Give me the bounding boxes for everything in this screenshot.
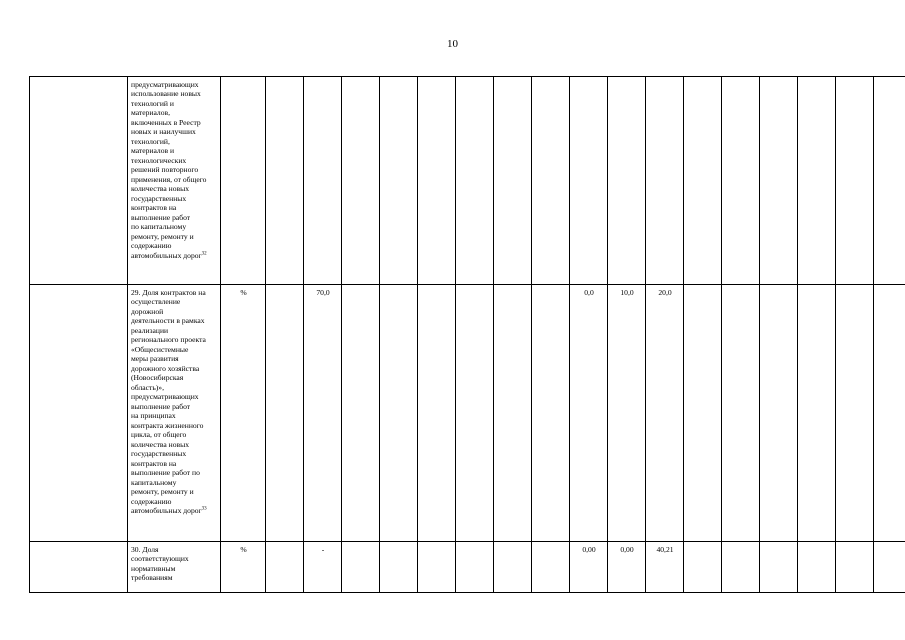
table-cell xyxy=(342,77,380,285)
value-cell: 40,21 xyxy=(646,542,684,593)
table-cell xyxy=(30,542,128,593)
table-cell xyxy=(494,77,532,285)
value-cell xyxy=(608,77,646,285)
base-value-cell: 70,0 xyxy=(304,285,342,542)
table-cell xyxy=(874,77,905,285)
unit-cell: % xyxy=(221,542,266,593)
unit-cell xyxy=(221,77,266,285)
table-cell xyxy=(494,542,532,593)
indicator-cell xyxy=(128,542,221,593)
indicator-text: 29. Доля контрактов на осуществление дорожной деятельности в рамках реализации регионального проекта «Общесистемные меры развития дорожного хозяйства (Новосибирская область)», предусматривающих выполнение работ на принципах контракта жизненного цикла, от общего количества новых государственных контрактов на выполнение работ по капитальному ремонту, ремонту и содержанию автомобильных дорог xyxy=(131,288,206,516)
table-cell xyxy=(266,77,304,285)
table-row xyxy=(30,77,905,285)
table-cell xyxy=(722,542,760,593)
table-cell xyxy=(30,285,128,542)
value-cell: 0,00 xyxy=(608,542,646,593)
table-cell xyxy=(418,77,456,285)
indicators-table xyxy=(29,76,905,593)
table-cell xyxy=(798,77,836,285)
value-cell xyxy=(570,77,608,285)
indicator-cell xyxy=(128,285,221,542)
table-cell xyxy=(684,542,722,593)
table-cell xyxy=(342,285,380,542)
value-cell: 0,00 xyxy=(570,542,608,593)
table-cell xyxy=(874,285,905,542)
table-cell xyxy=(760,542,798,593)
table-cell xyxy=(456,77,494,285)
value-cell: 20,0 xyxy=(646,285,684,542)
table-row xyxy=(30,285,905,542)
table-cell xyxy=(266,542,304,593)
indicator-text: предусматривающих использование новых технологий и материалов, включенных в Реестр новых и наилучших технологий, материалов и технологических решений повторного применения, от общего количества новых государственных контрактов на выполнение работ по капитальному ремонту, ремонту и содержанию автомобильных дорог xyxy=(131,80,207,260)
indicator-cell xyxy=(128,77,221,285)
table-cell xyxy=(722,285,760,542)
table-cell xyxy=(456,542,494,593)
table-cell xyxy=(342,542,380,593)
table-cell xyxy=(836,285,874,542)
table-cell xyxy=(836,77,874,285)
table-row xyxy=(30,542,905,593)
base-value-cell xyxy=(304,77,342,285)
table-cell xyxy=(532,77,570,285)
value-cell xyxy=(646,77,684,285)
table-cell xyxy=(798,285,836,542)
table-cell xyxy=(380,77,418,285)
table-cell xyxy=(684,285,722,542)
footnote-ref: 33 xyxy=(201,506,207,512)
table-cell xyxy=(30,77,128,285)
footnote-ref: 32 xyxy=(201,251,207,257)
table-cell xyxy=(874,542,905,593)
indicator-text: 30. Доля соответствующих нормативным требованиям xyxy=(131,545,189,583)
page-number: 10 xyxy=(447,38,458,50)
table-cell xyxy=(722,77,760,285)
table-cell xyxy=(532,542,570,593)
unit-cell: % xyxy=(221,285,266,542)
table-cell xyxy=(760,285,798,542)
table-cell xyxy=(684,77,722,285)
table-cell xyxy=(380,542,418,593)
value-cell: 10,0 xyxy=(608,285,646,542)
table-cell xyxy=(380,285,418,542)
table-cell xyxy=(418,542,456,593)
table-cell xyxy=(418,285,456,542)
table-cell xyxy=(456,285,494,542)
value-cell: 0,0 xyxy=(570,285,608,542)
table-cell xyxy=(798,542,836,593)
table-cell xyxy=(760,77,798,285)
table-cell xyxy=(836,542,874,593)
table-cell xyxy=(532,285,570,542)
table-cell xyxy=(494,285,532,542)
base-value-cell: - xyxy=(304,542,342,593)
table-cell xyxy=(266,285,304,542)
